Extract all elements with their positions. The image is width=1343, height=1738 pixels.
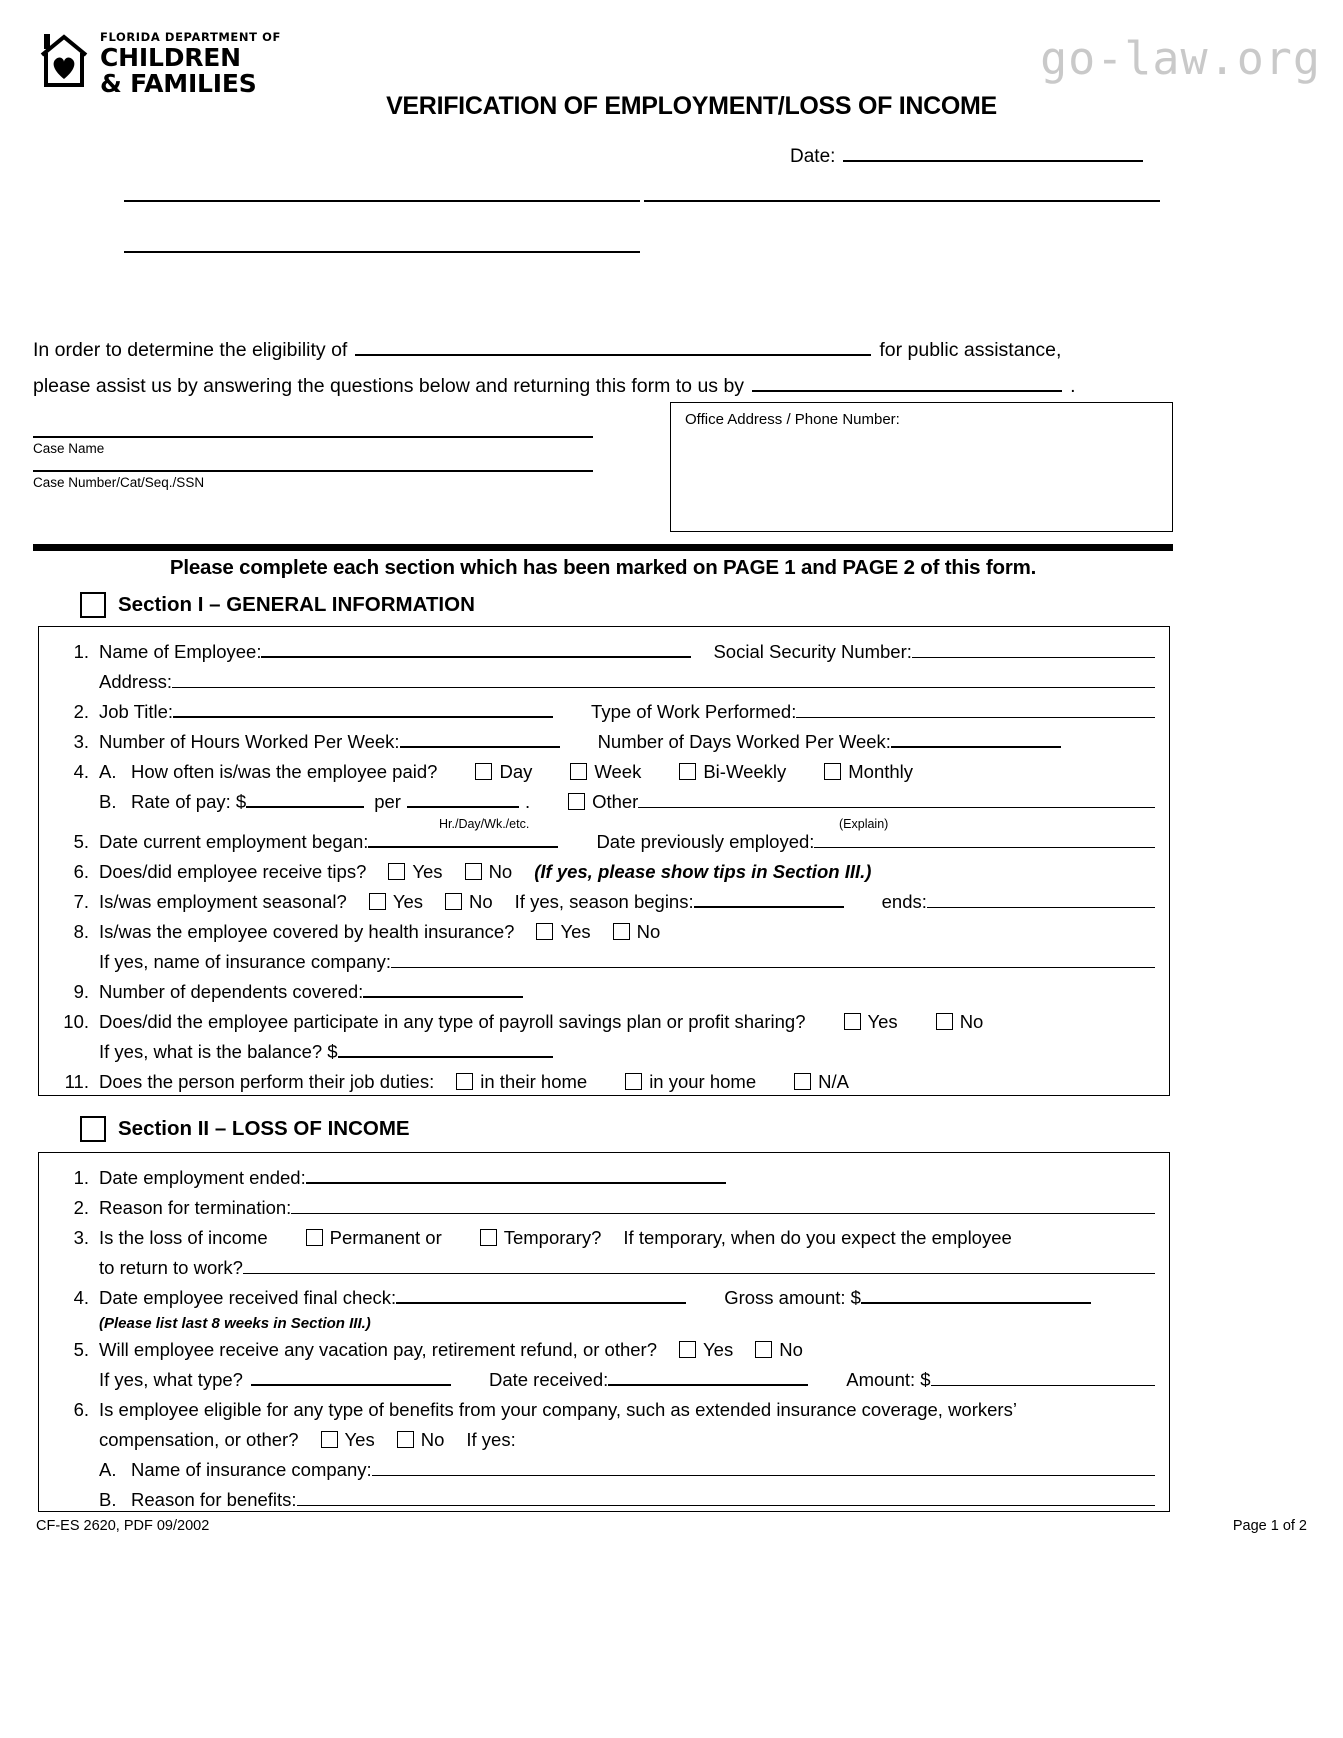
- s1-q7-label: Is/was employment seasonal?: [99, 891, 347, 912]
- s1-q1-address-row: [39, 667, 1169, 697]
- s2-q4-label: Date employee received final check:: [99, 1287, 397, 1308]
- s1-q11-label: Does the person perform their job duties:: [99, 1071, 435, 1092]
- benefits-no-option[interactable]: [397, 1425, 445, 1455]
- s1-q1-ssn-label: Social Security Number:: [713, 641, 912, 662]
- job-location-na-checkbox[interactable]: [794, 1073, 811, 1090]
- seasonal-no-label: No: [469, 891, 493, 912]
- s1-q4b-row: [39, 787, 1169, 831]
- tips-no-label: No: [488, 861, 513, 882]
- job-location-na-option[interactable]: [794, 1067, 849, 1097]
- previously-employed-input-line[interactable]: [814, 847, 1155, 848]
- s2-q5-detail-row: [39, 1365, 1169, 1395]
- s2-q5-type-label: If yes, what type?: [99, 1369, 243, 1390]
- form-id: CF-ES 2620, PDF 09/2002: [36, 1518, 210, 1534]
- s2-q6a-letter: A.: [99, 1459, 117, 1480]
- date-input-line[interactable]: [843, 160, 1143, 162]
- s1-q1-number: 1.: [73, 641, 89, 662]
- job-location-their-home-option[interactable]: [456, 1067, 587, 1097]
- pay-frequency-day-checkbox[interactable]: [475, 763, 492, 780]
- intro-text-part4: .: [1070, 375, 1076, 397]
- pay-frequency-biweekly-checkbox[interactable]: [679, 763, 696, 780]
- s1-q4-number: 4.: [73, 761, 89, 782]
- loss-temporary-option[interactable]: [480, 1223, 602, 1253]
- s2-q6-label: Is employee eligible for any type of benefits from your company, such as extended insurance coverage, workers’: [99, 1399, 1017, 1420]
- tips-yes-checkbox[interactable]: [388, 863, 405, 880]
- season-begins-input-line[interactable]: [694, 906, 844, 908]
- s1-q7-ends-label: ends:: [881, 891, 927, 912]
- s1-q2-label: Job Title:: [99, 701, 174, 722]
- s1-q3-number: 3.: [73, 731, 89, 752]
- s1-q5-row: [39, 827, 1169, 857]
- seasonal-yes-checkbox[interactable]: [369, 893, 386, 910]
- seasonal-no-checkbox[interactable]: [445, 893, 462, 910]
- s2-q6a-row: [39, 1455, 1169, 1485]
- pay-frequency-monthly-label: Monthly: [848, 761, 914, 782]
- s2-q6b-row: [39, 1485, 1169, 1515]
- extra-pay-type-input-line[interactable]: [251, 1384, 451, 1386]
- extra-pay-amount-input-line[interactable]: [931, 1385, 1155, 1386]
- dependents-covered-input-line[interactable]: [363, 996, 523, 998]
- s1-q6-row: [39, 857, 1169, 887]
- s1-q2-row: [39, 697, 1169, 727]
- benefits-insurance-company-input-line[interactable]: [372, 1475, 1155, 1476]
- s2-q3-return-label: to return to work?: [99, 1257, 243, 1278]
- ssn-input-line[interactable]: [912, 657, 1155, 658]
- watermark: go-law.org: [1040, 32, 1321, 85]
- employment-began-input-line[interactable]: [368, 846, 558, 848]
- loss-permanent-label: Permanent or: [329, 1227, 442, 1248]
- pay-frequency-other-label: Other: [592, 791, 639, 812]
- s2-q3-label: Is the loss of income: [99, 1227, 268, 1248]
- employment-ended-input-line[interactable]: [306, 1182, 726, 1184]
- recipient-address-line-3[interactable]: [124, 251, 640, 253]
- s1-q6-number: 6.: [73, 861, 89, 882]
- return-to-work-input-line[interactable]: [243, 1273, 1155, 1274]
- employee-name-input-line[interactable]: [261, 656, 691, 658]
- tips-yes-label: Yes: [412, 861, 443, 882]
- days-per-week-input-line[interactable]: [891, 746, 1061, 748]
- s2-q6b-letter: B.: [99, 1489, 117, 1510]
- payroll-savings-no-checkbox[interactable]: [936, 1013, 953, 1030]
- s2-q2-number: 2.: [73, 1197, 89, 1218]
- seasonal-yes-option[interactable]: [369, 887, 423, 917]
- pay-frequency-week-checkbox[interactable]: [570, 763, 587, 780]
- tips-yes-option[interactable]: [388, 857, 442, 887]
- s2-q3-tail: If temporary, when do you expect the employee: [623, 1227, 1012, 1248]
- s1-q11-number: 11.: [64, 1071, 89, 1092]
- s2-q5-date-label: Date received:: [488, 1369, 609, 1390]
- seasonal-yes-label: Yes: [392, 891, 424, 912]
- s1-q8-row: [39, 917, 1169, 947]
- date-label: Date:: [790, 146, 836, 167]
- date-field-row: [790, 146, 1143, 168]
- s1-q10-number: 10.: [63, 1011, 89, 1032]
- pay-frequency-other-option[interactable]: [568, 787, 638, 817]
- s1-q7-row: [39, 887, 1169, 917]
- intro-text-part3: please assist us by answering the questions below and returning this form to us by: [33, 375, 745, 397]
- benefits-yes-option[interactable]: [321, 1425, 375, 1455]
- loss-temporary-checkbox[interactable]: [480, 1229, 497, 1246]
- s2-q6a-label: Name of insurance company:: [131, 1459, 372, 1480]
- pay-period-input-line[interactable]: [407, 806, 519, 808]
- rate-of-pay-input-line[interactable]: [246, 806, 364, 808]
- tips-no-checkbox[interactable]: [465, 863, 482, 880]
- job-title-input-line[interactable]: [173, 716, 553, 718]
- gross-amount-input-line[interactable]: [861, 1302, 1091, 1304]
- s2-q1-row: [39, 1163, 1169, 1193]
- s2-q6-ifyes: If yes:: [466, 1429, 516, 1450]
- s1-q2-work-label: Type of Work Performed:: [591, 701, 797, 722]
- pay-frequency-other-checkbox[interactable]: [568, 793, 585, 810]
- s1-q8-number: 8.: [73, 921, 89, 942]
- section-2-checkbox[interactable]: [80, 1116, 106, 1142]
- house-heart-logo-icon: [36, 29, 92, 91]
- s2-q5-row: [39, 1335, 1169, 1365]
- s2-q3-return-row: [39, 1253, 1169, 1283]
- job-location-your-home-option[interactable]: [625, 1067, 756, 1097]
- s2-q6-line2-row: [39, 1425, 1169, 1455]
- form-header: [0, 0, 1343, 140]
- s2-q5-amount-label: Amount: $: [846, 1369, 931, 1390]
- intro-text-part2: for public assistance,: [879, 339, 1062, 361]
- s1-q5-label: Date current employment began:: [99, 831, 369, 852]
- pay-frequency-week-label: Week: [594, 761, 642, 782]
- s1-q10-row: [39, 1007, 1169, 1037]
- logo-line-department: FLORIDA DEPARTMENT OF: [100, 30, 281, 44]
- rate-of-pay-hint: Hr./Day/Wk./etc.: [439, 817, 530, 831]
- s1-q4b-per: per: [374, 791, 401, 812]
- section-1-body: [38, 626, 1170, 1096]
- return-date-input-line[interactable]: [752, 390, 1062, 392]
- extra-pay-yes-checkbox[interactable]: [679, 1341, 696, 1358]
- benefits-no-checkbox[interactable]: [397, 1431, 414, 1448]
- recipient-address-block: [124, 200, 1343, 302]
- instructions-banner: Please complete each section which has been marked on PAGE 1 and PAGE 2 of this form.: [169, 556, 1037, 579]
- loss-temporary-label: Temporary?: [503, 1227, 602, 1248]
- pay-frequency-week-option[interactable]: [570, 757, 641, 787]
- s1-q9-row: [39, 977, 1169, 1007]
- s2-q6-number: 6.: [73, 1399, 89, 1420]
- health-insurance-no-label: No: [636, 921, 661, 942]
- job-location-na-label: N/A: [818, 1071, 849, 1092]
- s1-q6-note: (If yes, please show tips in Section III.): [534, 861, 872, 882]
- case-name-caption: Case Name: [33, 441, 105, 456]
- s2-q3-row: [39, 1223, 1169, 1253]
- s2-q1-label: Date employment ended:: [99, 1167, 306, 1188]
- work-type-input-line[interactable]: [796, 717, 1155, 718]
- health-insurance-yes-label: Yes: [560, 921, 591, 942]
- insurance-company-input-line[interactable]: [391, 967, 1155, 968]
- pay-frequency-day-option[interactable]: [475, 757, 532, 787]
- final-check-date-input-line[interactable]: [396, 1302, 686, 1304]
- office-address-box[interactable]: [670, 402, 1173, 532]
- benefits-yes-label: Yes: [344, 1429, 375, 1450]
- season-ends-input-line[interactable]: [927, 907, 1155, 908]
- s1-q4a-letter: A.: [99, 761, 117, 782]
- s2-q6b-label: Reason for benefits:: [131, 1489, 297, 1510]
- loss-permanent-option[interactable]: [306, 1223, 442, 1253]
- section-2-body: [38, 1152, 1170, 1512]
- health-insurance-no-option[interactable]: [613, 917, 661, 947]
- s1-q10-balance-label: If yes, what is the balance? $: [99, 1041, 338, 1062]
- extra-pay-yes-option[interactable]: [679, 1335, 733, 1365]
- s1-q9-label: Number of dependents covered:: [99, 981, 364, 1002]
- job-location-their-home-checkbox[interactable]: [456, 1073, 473, 1090]
- s1-q3-row: [39, 727, 1169, 757]
- s1-q1-row: [39, 637, 1169, 667]
- health-insurance-no-checkbox[interactable]: [613, 923, 630, 940]
- pay-frequency-biweekly-label: Bi-Weekly: [703, 761, 787, 782]
- s1-q8-label: Is/was the employee covered by health insurance?: [99, 921, 515, 942]
- pay-frequency-biweekly-option[interactable]: [679, 757, 786, 787]
- s2-q2-label: Reason for termination:: [99, 1197, 292, 1218]
- s1-q4a-row: [39, 757, 1169, 787]
- pay-frequency-monthly-option[interactable]: [824, 757, 913, 787]
- page-footer: [36, 1518, 1307, 1534]
- recipient-address-line-2[interactable]: [644, 200, 1160, 202]
- s1-q1-address-label: Address:: [99, 671, 173, 692]
- section-2-heading-label: Section II – LOSS OF INCOME: [118, 1117, 410, 1140]
- recipient-address-line-1[interactable]: [124, 200, 640, 202]
- s1-q7-begins-label: If yes, season begins:: [514, 891, 694, 912]
- employee-address-input-line[interactable]: [172, 687, 1155, 688]
- s1-q10-label: Does/did the employee participate in any type of payroll savings plan or profit sharing?: [99, 1011, 806, 1032]
- s1-q8-company-row: [39, 947, 1169, 977]
- s1-q8-company-label: If yes, name of insurance company:: [99, 951, 392, 972]
- payroll-savings-yes-label: Yes: [867, 1011, 898, 1032]
- s2-q4-row: [39, 1283, 1169, 1313]
- s1-q3-days-label: Number of Days Worked Per Week:: [597, 731, 891, 752]
- s2-q4-note-row: [39, 1313, 1169, 1335]
- s2-q4-gross-label: Gross amount: $: [724, 1287, 861, 1308]
- s1-q5-number: 5.: [73, 831, 89, 852]
- section-1-checkbox[interactable]: [80, 592, 106, 618]
- s2-q3-number: 3.: [73, 1227, 89, 1248]
- s2-q4-number: 4.: [73, 1287, 89, 1308]
- s1-q4b-period: .: [524, 791, 531, 812]
- s2-q1-number: 1.: [73, 1167, 89, 1188]
- benefits-reason-input-line[interactable]: [297, 1505, 1155, 1506]
- seasonal-no-option[interactable]: [445, 887, 493, 917]
- pay-frequency-monthly-checkbox[interactable]: [824, 763, 841, 780]
- payroll-savings-no-option[interactable]: [936, 1007, 984, 1037]
- s1-q9-number: 9.: [73, 981, 89, 1002]
- s1-q1-label: Name of Employee:: [99, 641, 262, 662]
- s2-q4-note: (Please list last 8 weeks in Section III.): [99, 1315, 371, 1332]
- s1-q4b-label: Rate of pay: $: [131, 791, 247, 812]
- s2-q5-label: Will employee receive any vacation pay, retirement refund, or other?: [99, 1339, 658, 1360]
- agency-logo-text: [100, 26, 281, 96]
- intro-paragraph: [33, 334, 1143, 402]
- s1-q3-label: Number of Hours Worked Per Week:: [99, 731, 400, 752]
- extra-pay-no-label: No: [779, 1339, 803, 1360]
- extra-pay-no-checkbox[interactable]: [755, 1341, 772, 1358]
- page-title: VERIFICATION OF EMPLOYMENT/LOSS OF INCOME: [386, 92, 997, 120]
- section-2-header: [80, 1116, 410, 1142]
- job-location-your-home-label: in your home: [649, 1071, 757, 1092]
- s1-q4a-label: How often is/was the employee paid?: [131, 761, 438, 782]
- health-insurance-yes-checkbox[interactable]: [536, 923, 553, 940]
- agency-logo: [36, 26, 281, 96]
- loss-permanent-checkbox[interactable]: [306, 1229, 323, 1246]
- applicant-name-input-line[interactable]: [355, 354, 871, 356]
- s2-q6-row: [39, 1395, 1169, 1425]
- benefits-no-label: No: [420, 1429, 445, 1450]
- section-divider: [33, 544, 1173, 551]
- case-number-caption: Case Number/Cat/Seq./SSN: [33, 475, 205, 490]
- payroll-savings-no-label: No: [959, 1011, 984, 1032]
- s1-q10-balance-row: [39, 1037, 1169, 1067]
- termination-reason-input-line[interactable]: [291, 1213, 1155, 1214]
- section-1-heading-label: Section I – GENERAL INFORMATION: [118, 593, 475, 616]
- tips-no-option[interactable]: [465, 857, 513, 887]
- benefits-yes-checkbox[interactable]: [321, 1431, 338, 1448]
- case-name-field: [33, 436, 593, 456]
- hours-per-week-input-line[interactable]: [400, 746, 560, 748]
- payroll-savings-yes-option[interactable]: [844, 1007, 898, 1037]
- s2-q5-number: 5.: [73, 1339, 89, 1360]
- intro-text-part1: In order to determine the eligibility of: [33, 339, 348, 361]
- s2-q6-line2-label: compensation, or other?: [99, 1429, 299, 1450]
- pay-frequency-other-input-line[interactable]: [638, 807, 1155, 808]
- s1-q7-number: 7.: [73, 891, 89, 912]
- savings-balance-input-line[interactable]: [338, 1056, 553, 1058]
- s1-q5-prev-label: Date previously employed:: [596, 831, 815, 852]
- case-info-block: [33, 436, 593, 504]
- section-1-header: [80, 592, 475, 618]
- logo-line-families: & FAMILIES: [100, 68, 257, 98]
- payroll-savings-yes-checkbox[interactable]: [844, 1013, 861, 1030]
- extra-pay-date-input-line[interactable]: [608, 1384, 808, 1386]
- s1-q2-number: 2.: [73, 701, 89, 722]
- extra-pay-yes-label: Yes: [703, 1339, 734, 1360]
- other-explain-hint: (Explain): [839, 817, 889, 831]
- extra-pay-no-option[interactable]: [755, 1335, 803, 1365]
- page-number: Page 1 of 2: [1232, 1518, 1307, 1534]
- office-address-caption: Office Address / Phone Number:: [685, 411, 900, 428]
- job-location-their-home-label: in their home: [480, 1071, 588, 1092]
- logo-line-children: CHILDREN: [100, 42, 241, 72]
- job-location-your-home-checkbox[interactable]: [625, 1073, 642, 1090]
- case-number-field: [33, 470, 593, 490]
- s1-q6-label: Does/did employee receive tips?: [99, 861, 367, 882]
- s1-q4b-letter: B.: [99, 791, 117, 812]
- s2-q2-row: [39, 1193, 1169, 1223]
- pay-frequency-day-label: Day: [499, 761, 533, 782]
- s1-q11-row: [39, 1067, 1169, 1097]
- health-insurance-yes-option[interactable]: [536, 917, 590, 947]
